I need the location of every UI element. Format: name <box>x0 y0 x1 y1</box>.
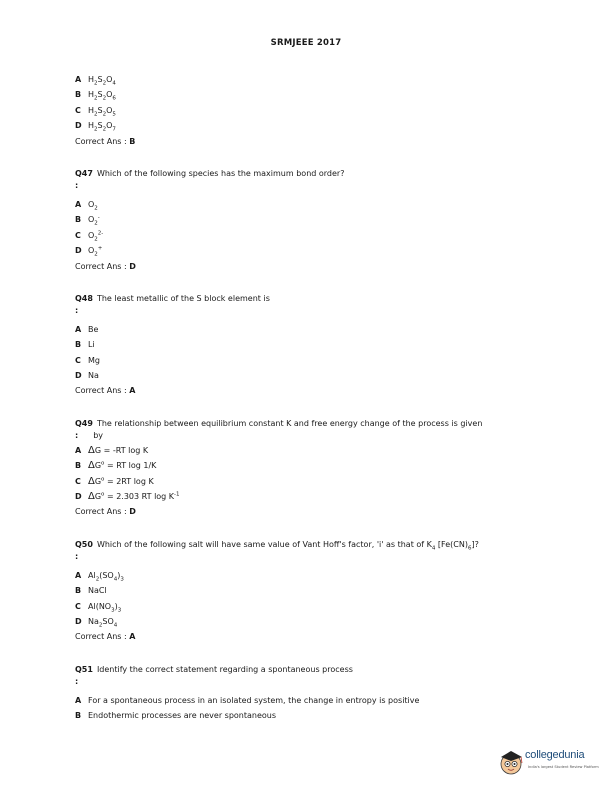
correct-answer: Correct Ans : A <box>75 386 136 396</box>
option-d: D Na <box>75 371 99 381</box>
option-d: D $Na_2SO_4$ <box>75 616 118 629</box>
option-b: B $H_2S_2O_6$ <box>75 90 116 102</box>
question-text: Identify the correct statement regarding a spontaneous process <box>96 664 353 674</box>
option-c: C $O_2^{2-}$ <box>75 230 104 243</box>
option-b: B NaCl <box>75 586 107 596</box>
correct-answer: Correct Ans : D <box>75 261 136 271</box>
brand-name: collegedunia <box>525 749 585 761</box>
option-a: A For a spontaneous process in an isolated system, the change in entropy is positive <box>75 695 420 705</box>
option-d: D $O_2^+$ <box>75 245 103 258</box>
question-text: Which of the following species has the maximum bond order? <box>96 168 345 178</box>
option-b: B Endothermic processes are never spontaneous <box>75 711 277 721</box>
correct-answer: Correct Ans : A <box>75 632 136 642</box>
colon: : <box>75 676 79 686</box>
question-text-continued: by <box>93 430 104 440</box>
option-a: A $O_2$ <box>75 199 98 212</box>
collegedunia-logo[interactable] <box>498 745 608 781</box>
option-b: B Li <box>75 340 95 350</box>
option-c: C Mg <box>75 355 100 365</box>
page-title: SRMJEEE 2017 <box>270 38 342 48</box>
option-b: B $\Delta G^o$ = RT log 1/K <box>75 460 157 472</box>
question-number: Q50 <box>75 539 93 549</box>
option-a: A $Al_2(SO_4)_3$ <box>75 570 124 583</box>
option-a: A ΔG = -RT log K <box>75 444 149 456</box>
mascot-icon <box>498 745 526 779</box>
question-text: The least metallic of the S block element is <box>96 293 270 303</box>
question-47 <box>75 168 555 274</box>
option-c: C $H_2S_2O_5$ <box>75 105 116 118</box>
question-number: Q51 <box>75 664 93 674</box>
question-list <box>75 72 555 724</box>
colon: : <box>75 430 79 440</box>
question-49 <box>75 418 555 520</box>
question-number: Q48 <box>75 293 93 303</box>
option-a: A $H_2S_2O_4$ <box>75 75 116 87</box>
question-50 <box>75 539 555 645</box>
correct-answer: Correct Ans : D <box>75 507 136 517</box>
question-number: Q49 <box>75 418 93 428</box>
option-c: C $\Delta G^o = 2RT$ log K <box>75 475 154 487</box>
question-46-options <box>75 72 555 149</box>
option-a: A Be <box>75 324 99 334</box>
question-51 <box>75 664 555 724</box>
colon: : <box>75 305 79 315</box>
correct-answer: Correct Ans : B <box>75 136 136 146</box>
question-number: Q47 <box>75 168 93 178</box>
colon: : <box>75 551 79 561</box>
question-text: Which of the following salt will have same value of Vant Hoff's factor, 'i' as that of $K_4$ $[Fe(CN)_6]$? <box>96 539 479 552</box>
option-d: D $H_2S_2O_7$ <box>75 121 116 133</box>
colon-row <box>75 431 555 441</box>
question-text: The relationship between equilibrium constant K and free energy change of the process is given <box>96 418 483 428</box>
option-b: B $O_2^-$ <box>75 214 100 227</box>
option-c: C $Al(NO_3)_3$ <box>75 601 122 614</box>
option-d: D $\Delta G^o = 2.303$ RT $\log K^{-1}$ <box>75 491 180 503</box>
brand-tagline: India's largest Student Review Platform <box>528 765 599 769</box>
colon: : <box>75 180 79 190</box>
question-48 <box>75 293 555 399</box>
